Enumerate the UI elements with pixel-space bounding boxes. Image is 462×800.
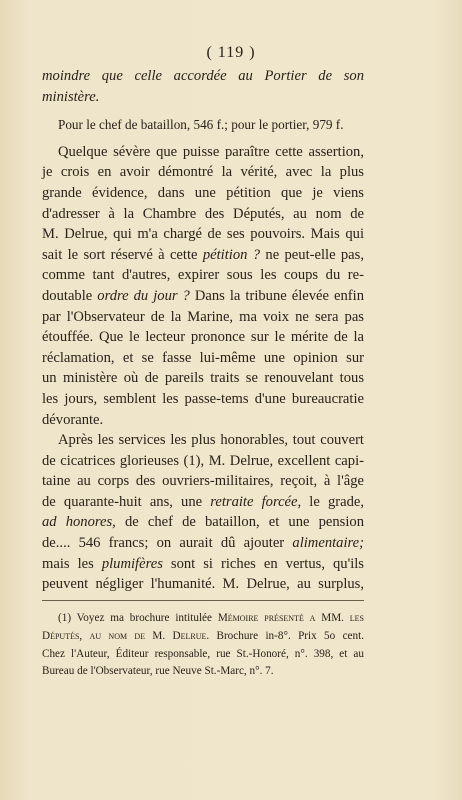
page-number: ( 119 ) — [206, 44, 256, 61]
text-line: d'adresser à la Chambre des Députés, au nom de — [42, 205, 364, 222]
text-line: Après les services les plus honorables, tout couvert — [58, 432, 364, 449]
emphasis: retraite forcée, — [210, 493, 302, 510]
footnote-line: Bureau de l'Observateur, rue Neuve St.-Marc, n°. 7. — [42, 665, 274, 678]
text-segment: de chef de bataillon, et une pension — [115, 514, 364, 531]
text-segment: de.... 546 francs; on aurait dû ajouter — [42, 535, 293, 552]
text-line: Quelque sévère que puisse paraître cette assertion, — [58, 143, 364, 160]
text-segment: doutable — [42, 287, 98, 304]
text-line — [42, 492, 364, 513]
text-line: un ministère où de pareils traits se renouvelant tous — [42, 370, 364, 387]
text-segment: Dans la tribune élevée enfin — [189, 287, 364, 304]
text-line: de cicatrices glorieuses (1), M. Delrue, excellent capi- — [42, 452, 364, 469]
text-segment: le grade, — [301, 493, 365, 510]
footnote-line: Chez l'Auteur, Éditeur responsable, rue St.-Honoré, n°. 398, et au — [42, 647, 364, 660]
footnote-rule — [42, 600, 364, 601]
text-segment: Brochure in-8°. Prix 5o cent. — [209, 629, 364, 642]
text-segment: ne peut-elle pas, — [260, 246, 364, 263]
footnote-line — [42, 610, 364, 628]
text-line: peuvent négliger l'humanité. M. Delrue, au surplus, — [42, 576, 364, 593]
text-line: M. Delrue, qui m'a chargé de ses pouvoirs. Mais qui — [42, 226, 364, 243]
emphasis: ad honores, — [42, 514, 116, 531]
text-line: moindre que celle accordée au Portier de son — [42, 68, 364, 84]
emphasis: Députés, au nom de M. Delrue. — [42, 629, 210, 642]
text-line: étouffée. Que le lecteur prononce sur le mérite de la — [42, 329, 364, 346]
text-line — [42, 512, 364, 533]
text-line: grande évidence, dans une pétition que je viens — [42, 184, 364, 201]
summary-line: Pour le chef de bataillon, 546 f.; pour le portier, 979 f. — [58, 117, 344, 133]
text-line: par l'Observateur de la Marine, ma voix ne sera pas — [42, 308, 364, 325]
text-segment: mais les — [42, 555, 102, 572]
text-segment: sont si riches en vertus, qu'ils — [162, 555, 364, 572]
body-text — [42, 66, 364, 595]
text-line — [42, 554, 364, 575]
text-line — [42, 245, 364, 266]
emphasis: pétition ? — [202, 246, 261, 263]
text-line — [42, 533, 364, 554]
footnote — [42, 610, 364, 681]
text-line — [42, 286, 364, 307]
text-segment: sait le sort réservé à cette — [42, 246, 203, 263]
emphasis: alimentaire; — [292, 535, 364, 552]
text-line: dévorante. — [42, 411, 104, 428]
text-segment: de quarante-huit ans, une — [42, 493, 211, 510]
text-line: je crois en avoir démontré la vérité, avec la plus — [42, 164, 364, 181]
emphasis: plumifères — [101, 555, 163, 572]
text-line: ministère. — [42, 88, 100, 105]
text-line: les jours, semblent les passe-tems d'une bureaucratie — [42, 390, 364, 407]
emphasis: ordre du jour ? — [97, 287, 190, 304]
text-line: taine au corps des ouvriers-militaires, reçoit, à l'âge — [42, 473, 364, 490]
text-line: comme tant d'autres, expirer sous les coups du re- — [42, 267, 364, 284]
text-line: réclamation, et se fasse lui-même une opinion sur — [42, 349, 364, 366]
emphasis: Mémoire présenté a MM. les — [217, 612, 364, 624]
text-segment: (1) Voyez ma brochure intitulée — [58, 612, 218, 624]
footnote-line — [42, 628, 364, 646]
